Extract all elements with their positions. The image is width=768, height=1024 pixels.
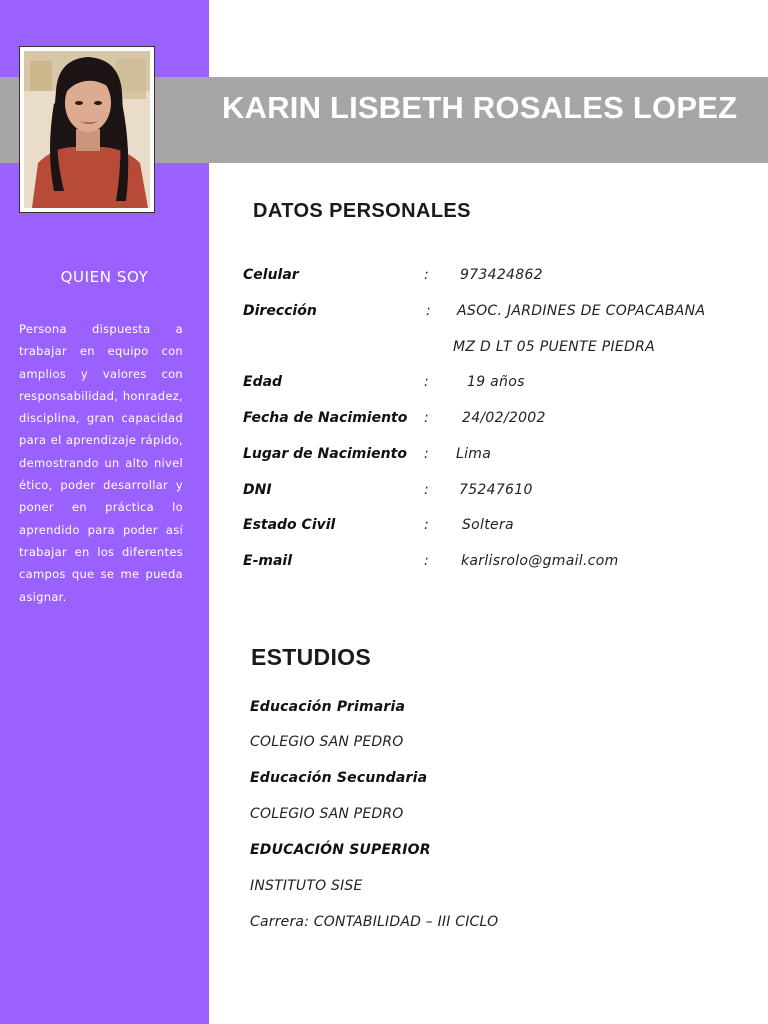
- row-direccion: [0, 303, 768, 325]
- colon: :: [424, 267, 429, 283]
- full-name: KARIN LISBETH ROSALES LOPEZ: [222, 90, 738, 125]
- quien-soy-title: QUIEN SOY: [60, 268, 149, 286]
- quien-soy-text: Persona dispuesta a trabajar en equipo con amplios y valores con responsabilidad, honradez, disciplina, gran capacidad para el aprendizaje rápido, demostrando un alto nivel ético, poder desarrollar y poner en práctica lo aprendido para poder así trabajar en los diferentes campos que se me pueda asignar.: [19, 322, 183, 604]
- colon: :: [424, 553, 429, 569]
- colon: :: [424, 517, 429, 533]
- superior-label: EDUCACIÓN SUPERIOR: [250, 842, 431, 858]
- value-lugar-nacimiento: Lima: [456, 446, 492, 462]
- datos-personales-title: DATOS PERSONALES: [253, 200, 471, 222]
- value-estado-civil: Soltera: [462, 517, 514, 533]
- label-direccion: Dirección: [243, 303, 317, 319]
- row-dni: [0, 482, 768, 504]
- colon: :: [424, 374, 429, 390]
- value-edad: 19 años: [467, 374, 525, 390]
- colon: :: [424, 410, 429, 426]
- label-lugar-nacimiento: Lugar de Nacimiento: [243, 446, 407, 462]
- label-fecha-nacimiento: Fecha de Nacimiento: [243, 410, 408, 426]
- row-email: [0, 553, 768, 575]
- row-fecha-nacimiento: [0, 410, 768, 432]
- value-direccion-line2: MZ D LT 05 PUENTE PIEDRA: [453, 339, 656, 355]
- label-dni: DNI: [243, 482, 272, 498]
- value-celular: 973424862: [460, 267, 543, 283]
- row-edad: [0, 374, 768, 396]
- row-direccion-2: [0, 339, 768, 361]
- colon: :: [424, 446, 429, 462]
- label-edad: Edad: [243, 374, 283, 390]
- superior-school: INSTITUTO SISE: [250, 878, 363, 894]
- value-direccion: ASOC. JARDINES DE COPACABANA: [457, 303, 706, 319]
- label-email: E-mail: [243, 553, 293, 569]
- carrera: Carrera: CONTABILIDAD – III CICLO: [250, 914, 499, 930]
- estudios-title: ESTUDIOS: [251, 644, 371, 670]
- row-lugar-nacimiento: [0, 446, 768, 468]
- value-fecha-nacimiento: 24/02/2002: [462, 410, 546, 426]
- value-email: karlisrolo@gmail.com: [461, 553, 619, 569]
- row-celular: [0, 267, 768, 289]
- label-estado-civil: Estado Civil: [243, 517, 336, 533]
- colon: :: [426, 303, 431, 319]
- profile-photo: [24, 51, 150, 208]
- primaria-school: COLEGIO SAN PEDRO: [250, 734, 404, 750]
- label-celular: Celular: [243, 267, 299, 283]
- secundaria-label: Educación Secundaria: [250, 770, 428, 786]
- secundaria-school: COLEGIO SAN PEDRO: [250, 806, 404, 822]
- primaria-label: Educación Primaria: [250, 699, 406, 715]
- row-estado-civil: [0, 517, 768, 539]
- profile-photo-frame: [19, 46, 155, 213]
- colon: :: [424, 482, 429, 498]
- value-dni: 75247610: [459, 482, 533, 498]
